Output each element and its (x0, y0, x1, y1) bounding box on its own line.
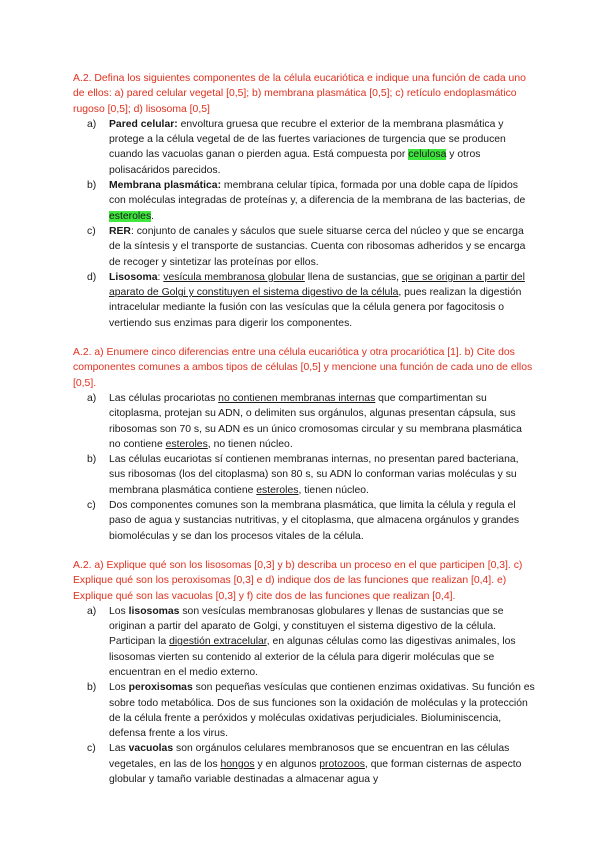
question-heading: A.2. Defina los siguientes componentes de la célula eucariótica e indique una función de cada uno de ellos: a) pared celular vegetal [0,5]; b) membrana plasmática [0,5]; c) retículo endoplasmático rugoso [0,5]; d) lisosoma [0,5] (73, 73, 526, 115)
answer-text: , tienen núcleo. (298, 484, 369, 496)
underlined-text: protozoos (319, 758, 365, 770)
answer-item (73, 391, 535, 452)
answer-item (73, 498, 535, 544)
underlined-text: vesícula membranosa globular (163, 271, 305, 283)
answer-text: . (151, 210, 155, 222)
answer-text: Los (109, 605, 129, 617)
bold-term: Pared celular: (109, 118, 178, 130)
answer-text: , pues realizan la digestión intracelular mediante la fusión con las vesículas que la célula genera por fagocitosis o vertiendo sus enzimas para digerir los componentes. (109, 287, 522, 329)
answer-text: membrana celular típica, formada por una doble capa de lípidos con moléculas integradas de proteínas y, a diferencia de la membrana de las bacterias, de (109, 180, 526, 207)
bold-term: peroxisomas (128, 682, 193, 694)
answer-text: Las células procariotas (109, 392, 219, 404)
question-heading: A.2. a) Explique qué son los lisosomas [0,3] y b) describa un proceso en el que participen [0,3]. c) Explique qué son los peroxisomas [0,3] e d) indique dos de las funciones que realizan [0,4]. e) Explique qué son las vacuolas [0,3] y f) cite dos de las funciones que realizan [0,4]. (73, 559, 523, 602)
question-section (73, 345, 535, 544)
answer-item (73, 680, 535, 741)
item-label: a) (87, 392, 97, 404)
item-label: a) (87, 118, 97, 130)
bold-term: vacuolas (128, 743, 174, 755)
answer-text: : conjunto de canales y sáculos que suele situarse cerca del núcleo y que se encarga de la síntesis y el transporte de sustancias. Cuenta con ribosomas adheridos y se encarga de recoger y sintetizar las proteínas por ellos. (109, 225, 526, 268)
underlined-text: que se originan a partir del aparato de Golgi y constituyen el sistema digestivo de la célula (109, 271, 525, 299)
answer-text: , en algunas células como las digestivas animales, los lisosomas vierten su contenido al exterior de la célula para digerir moléculas que se encuentran en el medio externo. (109, 636, 516, 678)
answer-text: y otros polisacáridos parecidos. (109, 149, 481, 176)
item-label: c) (87, 500, 96, 512)
answer-text: llena de sustancias, (304, 271, 402, 283)
item-label: c) (87, 743, 96, 755)
answer-item (73, 117, 535, 178)
item-label: b) (87, 682, 97, 694)
underlined-text: no contienen membranas internas (218, 392, 376, 404)
answer-text: envoltura gruesa que recubre el exterior de la membrana plasmática y protege a la célula vegetal de de las fuertes variaciones de turgencia que se producen cuando las vacuolas ganan o pierden agua. Está compuesta por (109, 118, 506, 161)
answer-text: Dos componentes comunes son la membrana plasmática, que limita la célula y regula el paso de agua y sustancias nutritivas, y el citoplasma, que almacena orgánulos y grandes biomoléculas y se dan los procesos vitales de la célula. (109, 500, 520, 542)
question-section (73, 71, 535, 331)
answer-text: Las células eucariotas sí contienen membranas internas, no presentan pared bacteriana, sus ribosomas (los del citoplasma) son 80 s, su ADN lo conforman varias moléculas y su membrana plasmática contiene (109, 454, 519, 496)
answer-item (73, 452, 535, 498)
bold-term: lisosomas (128, 605, 180, 617)
answer-list (73, 117, 535, 331)
answer-item (73, 178, 535, 224)
answer-text: que compartimentan su citoplasma, protejan su ADN, o delimiten sus orgánulos, algunas presentan cápsula, sus ribosomas son 70 s, su ADN es un único cromosomas circular y su membrana plasmática no contiene (109, 392, 522, 450)
item-label: a) (87, 605, 97, 617)
highlighted-term: esteroles (109, 210, 152, 222)
underlined-text: digestión extracelular (169, 636, 267, 648)
item-label: c) (87, 225, 96, 237)
answer-text: son orgánulos celulares membranosos que se encuentran en las células vegetales, en las de los (109, 743, 510, 770)
answer-item (73, 270, 535, 331)
bold-term: RER (109, 225, 131, 237)
item-label: b) (87, 180, 97, 192)
answer-text: , no tienen núcleo. (207, 438, 293, 450)
answer-item (73, 224, 535, 270)
answer-item (73, 741, 535, 787)
underlined-text: hongos (220, 758, 255, 770)
answer-text: son vesículas membranosas globulares y llenas de sustancias que se originan a partir del aparato de Golgi, y constituyen el sistema digestivo de la célula. Participan la (109, 605, 504, 648)
underlined-text: esteroles (165, 438, 208, 450)
item-label: b) (87, 454, 97, 466)
question-heading: A.2. a) Enumere cinco diferencias entre una célula eucariótica y otra procariótica [1]. b) Cite dos componentes comunes a ambos tipos de células [0,5] y mencione una función de cada uno de ellos [0,5]. (73, 347, 533, 389)
question-section (73, 558, 535, 787)
bold-term: Lisosoma (109, 271, 158, 283)
answer-list (73, 604, 535, 788)
answer-text: : (157, 271, 164, 283)
answer-text: Las (109, 743, 129, 755)
answer-list (73, 391, 535, 544)
bold-term: Membrana plasmática: (109, 180, 222, 192)
answer-text: y en algunos (254, 758, 320, 770)
answer-text: , que forman cisternas de aspecto globular y tamaño variable destinadas a almacenar agua y (109, 758, 522, 786)
highlighted-term: celulosa (408, 149, 447, 161)
item-label: d) (87, 271, 97, 283)
document-page (73, 71, 535, 801)
answer-text: Los (109, 682, 129, 694)
answer-item (73, 604, 535, 680)
underlined-text: esteroles (256, 484, 299, 496)
answer-text: son pequeñas vesículas que contienen enzimas oxidativas. Su función es sobre todo metabólica. Dos de sus funciones son la oxidación de moléculas y la protección de la célula frente a peróxidos y moléculas oxidativas perjudiciales. Bioluminiscencia, defensa frente a los virus. (109, 682, 535, 740)
